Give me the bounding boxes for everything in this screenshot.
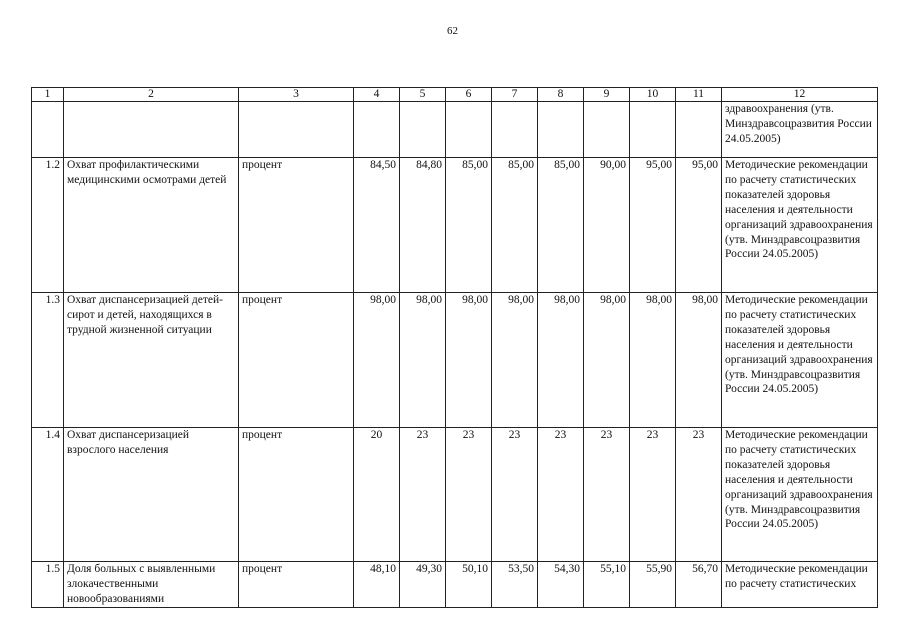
row-id: 1.2 bbox=[32, 158, 64, 293]
indicators-table bbox=[31, 87, 878, 608]
value-cell: 48,10 bbox=[354, 562, 400, 608]
value-cell: 23 bbox=[584, 428, 630, 562]
column-header: 5 bbox=[400, 88, 446, 102]
value-cell: 98,00 bbox=[492, 293, 538, 428]
table-row-continuation bbox=[32, 102, 878, 158]
source-cell: здравоохранения (утв. Минздравсоцразвития России 24.05.2005) bbox=[722, 102, 878, 158]
column-header: 2 bbox=[64, 88, 239, 102]
value-cell: 23 bbox=[676, 428, 722, 562]
value-cell: 55,10 bbox=[584, 562, 630, 608]
row-id: 1.4 bbox=[32, 428, 64, 562]
source-cell: Методические рекомендации по расчету статистических показателей здоровья населения и деятельности организаций здравоохранения (утв. Минздравсоцразвития России 24.05.2005) bbox=[722, 428, 878, 562]
source-cell: Методические рекомендации по расчету статистических bbox=[722, 562, 878, 608]
value-cell: 23 bbox=[446, 428, 492, 562]
value-cell: 95,00 bbox=[630, 158, 676, 293]
unit-cell: процент bbox=[239, 562, 354, 608]
row-id: 1.3 bbox=[32, 293, 64, 428]
unit-cell: процент bbox=[239, 158, 354, 293]
column-header: 9 bbox=[584, 88, 630, 102]
value-cell: 98,00 bbox=[676, 293, 722, 428]
column-header: 1 bbox=[32, 88, 64, 102]
indicator-name: Доля больных с выявленными злокачественными новообразованиями bbox=[64, 562, 239, 608]
source-cell: Методические рекомендации по расчету статистических показателей здоровья населения и деятельности организаций здравоохранения (утв. Минздравсоцразвития России 24.05.2005) bbox=[722, 158, 878, 293]
value-cell: 98,00 bbox=[400, 293, 446, 428]
page-number: 62 bbox=[447, 25, 458, 37]
column-header: 8 bbox=[538, 88, 584, 102]
table-row bbox=[32, 158, 878, 293]
column-header: 3 bbox=[239, 88, 354, 102]
value-cell: 98,00 bbox=[354, 293, 400, 428]
value-cell: 95,00 bbox=[676, 158, 722, 293]
value-cell: 53,50 bbox=[492, 562, 538, 608]
value-cell: 85,00 bbox=[446, 158, 492, 293]
source-cell: Методические рекомендации по расчету статистических показателей здоровья населения и деятельности организаций здравоохранения (утв. Минздравсоцразвития России 24.05.2005) bbox=[722, 293, 878, 428]
unit-cell: процент bbox=[239, 428, 354, 562]
indicator-name: Охват профилактическими медицинскими осмотрами детей bbox=[64, 158, 239, 293]
unit-cell: процент bbox=[239, 293, 354, 428]
column-header: 11 bbox=[676, 88, 722, 102]
row-id: 1.5 bbox=[32, 562, 64, 608]
table-row bbox=[32, 562, 878, 608]
value-cell: 85,00 bbox=[492, 158, 538, 293]
value-cell: 98,00 bbox=[584, 293, 630, 428]
indicator-name: Охват диспансеризацией детей-сирот и детей, находящихся в трудной жизненной ситуации bbox=[64, 293, 239, 428]
table-row bbox=[32, 428, 878, 562]
value-cell: 23 bbox=[630, 428, 676, 562]
value-cell: 84,50 bbox=[354, 158, 400, 293]
value-cell: 50,10 bbox=[446, 562, 492, 608]
column-header: 4 bbox=[354, 88, 400, 102]
value-cell: 98,00 bbox=[630, 293, 676, 428]
indicator-name: Охват диспансеризацией взрослого населения bbox=[64, 428, 239, 562]
column-header: 6 bbox=[446, 88, 492, 102]
value-cell: 23 bbox=[400, 428, 446, 562]
value-cell: 23 bbox=[538, 428, 584, 562]
column-header: 12 bbox=[722, 88, 878, 102]
value-cell: 56,70 bbox=[676, 562, 722, 608]
value-cell: 98,00 bbox=[538, 293, 584, 428]
column-header: 7 bbox=[492, 88, 538, 102]
value-cell: 23 bbox=[492, 428, 538, 562]
value-cell: 84,80 bbox=[400, 158, 446, 293]
value-cell: 49,30 bbox=[400, 562, 446, 608]
value-cell: 85,00 bbox=[538, 158, 584, 293]
value-cell: 54,30 bbox=[538, 562, 584, 608]
column-number-row bbox=[32, 88, 878, 102]
value-cell: 90,00 bbox=[584, 158, 630, 293]
value-cell: 20 bbox=[354, 428, 400, 562]
table-row bbox=[32, 293, 878, 428]
value-cell: 55,90 bbox=[630, 562, 676, 608]
column-header: 10 bbox=[630, 88, 676, 102]
value-cell: 98,00 bbox=[446, 293, 492, 428]
